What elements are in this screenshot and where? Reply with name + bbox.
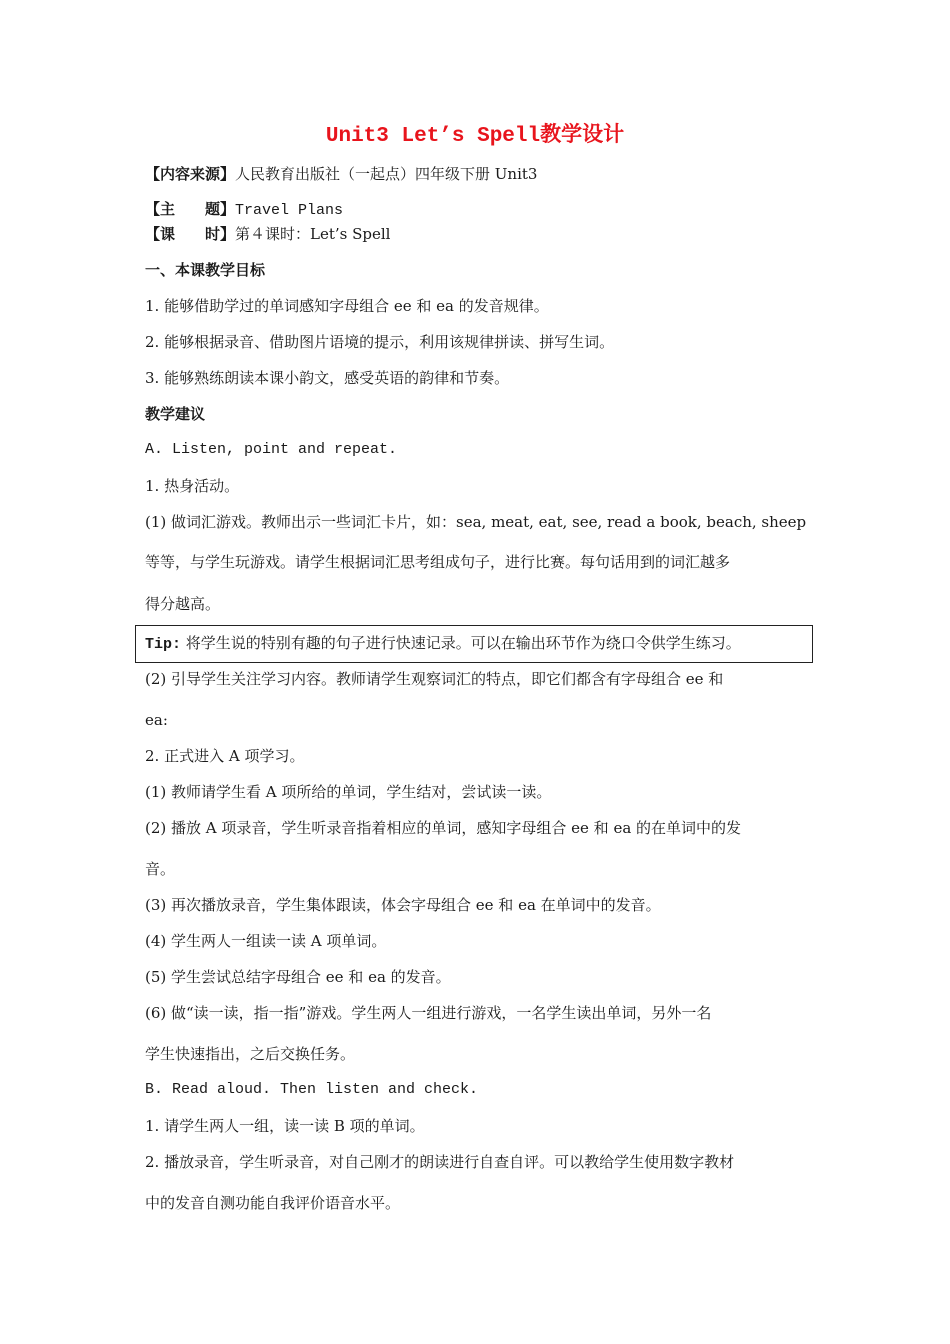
step-text: (3) 再次播放录音，学生集体跟读，体会字母组合 ee 和 ea 在单词中的发音。: [145, 896, 661, 914]
step-text: 1. 热身活动。: [145, 477, 240, 495]
step-text: (4) 学生两人一组读一读 A 项单词。: [145, 932, 387, 950]
tip-line: [145, 633, 741, 655]
step-text: (5) 学生尝试总结字母组合 ee 和 ea 的发音。: [145, 968, 451, 986]
document-title: Unit3 Let’s Spell教学设计: [325, 125, 625, 148]
step-text: 1. 请学生两人一组，读一读 B 项的单词。: [145, 1117, 425, 1135]
tip-box: [135, 625, 813, 663]
step-text: 学生快速指出，之后交换任务。: [145, 1045, 356, 1063]
source-line: [145, 164, 810, 184]
step-text: (1) 教师请学生看 A 项所给的单词，学生结对，尝试读一读。: [145, 783, 552, 801]
section-heading-suggestions: 教学建议: [145, 405, 206, 423]
topic-value: Travel Plans: [235, 202, 344, 219]
step-text: 2. 正式进入 A 项学习。: [145, 747, 305, 765]
step-text: (6) 做“读一读，指一指”游戏。学生两人一组进行游戏，一名学生读出单词，另外一名: [145, 1004, 712, 1022]
goal-item: 1. 能够借助学过的单词感知字母组合 ee 和 ea 的发音规律。: [145, 297, 549, 315]
step-text: (2) 播放 A 项录音，学生听录音指着相应的单词，感知字母组合 ee 和 ea 的在单词中的发: [145, 819, 742, 837]
step-text: 中的发音自测功能自我评价语音水平。: [145, 1194, 401, 1212]
tip-text: 将学生说的特别有趣的句子进行快速记录。可以在输出环节作为绕口令供学生练习。: [185, 634, 741, 652]
goal-item: 3. 能够熟练朗读本课小韵文，感受英语的韵律和节奏。: [145, 369, 510, 387]
step-text: 2. 播放录音，学生听录音，对自己刚才的朗读进行自查自评。可以教给学生使用数字教材: [145, 1153, 735, 1171]
topic-line: [145, 199, 810, 221]
source-value: 人民教育出版社（一起点）四年级下册 Unit3: [235, 165, 538, 183]
period-value: 第４课时：Let’s Spell: [235, 225, 391, 243]
topic-label: 【主 题】: [145, 200, 236, 218]
section-heading-goals: 一、本课教学目标: [145, 261, 266, 279]
step-text: (1) 做词汇游戏。教师出示一些词汇卡片，如：sea, meat, eat, see, read a book, beach, sheep: [145, 513, 807, 531]
step-text: 音。: [145, 860, 176, 878]
period-label: 【课 时】: [145, 225, 236, 243]
tip-label: Tip:: [145, 636, 182, 653]
goal-item: 2. 能够根据录音、借助图片语境的提示，利用该规律拼读、拼写生词。: [145, 333, 615, 351]
period-line: [145, 224, 810, 244]
step-text: ea:: [145, 711, 168, 729]
step-text: 等等，与学生玩游戏。请学生根据词汇思考组成句子，进行比赛。每句话用到的词汇越多: [145, 553, 731, 571]
source-label: 【内容来源】: [145, 165, 236, 183]
part-b-heading: B. Read aloud. Then listen and check.: [145, 1081, 479, 1098]
step-text: (2) 引导学生关注学习内容。教师请学生观察词汇的特点，即它们都含有字母组合 ee 和: [145, 670, 724, 688]
step-text: 得分越高。: [145, 595, 221, 613]
part-a-heading: A. Listen, point and repeat.: [145, 441, 398, 458]
